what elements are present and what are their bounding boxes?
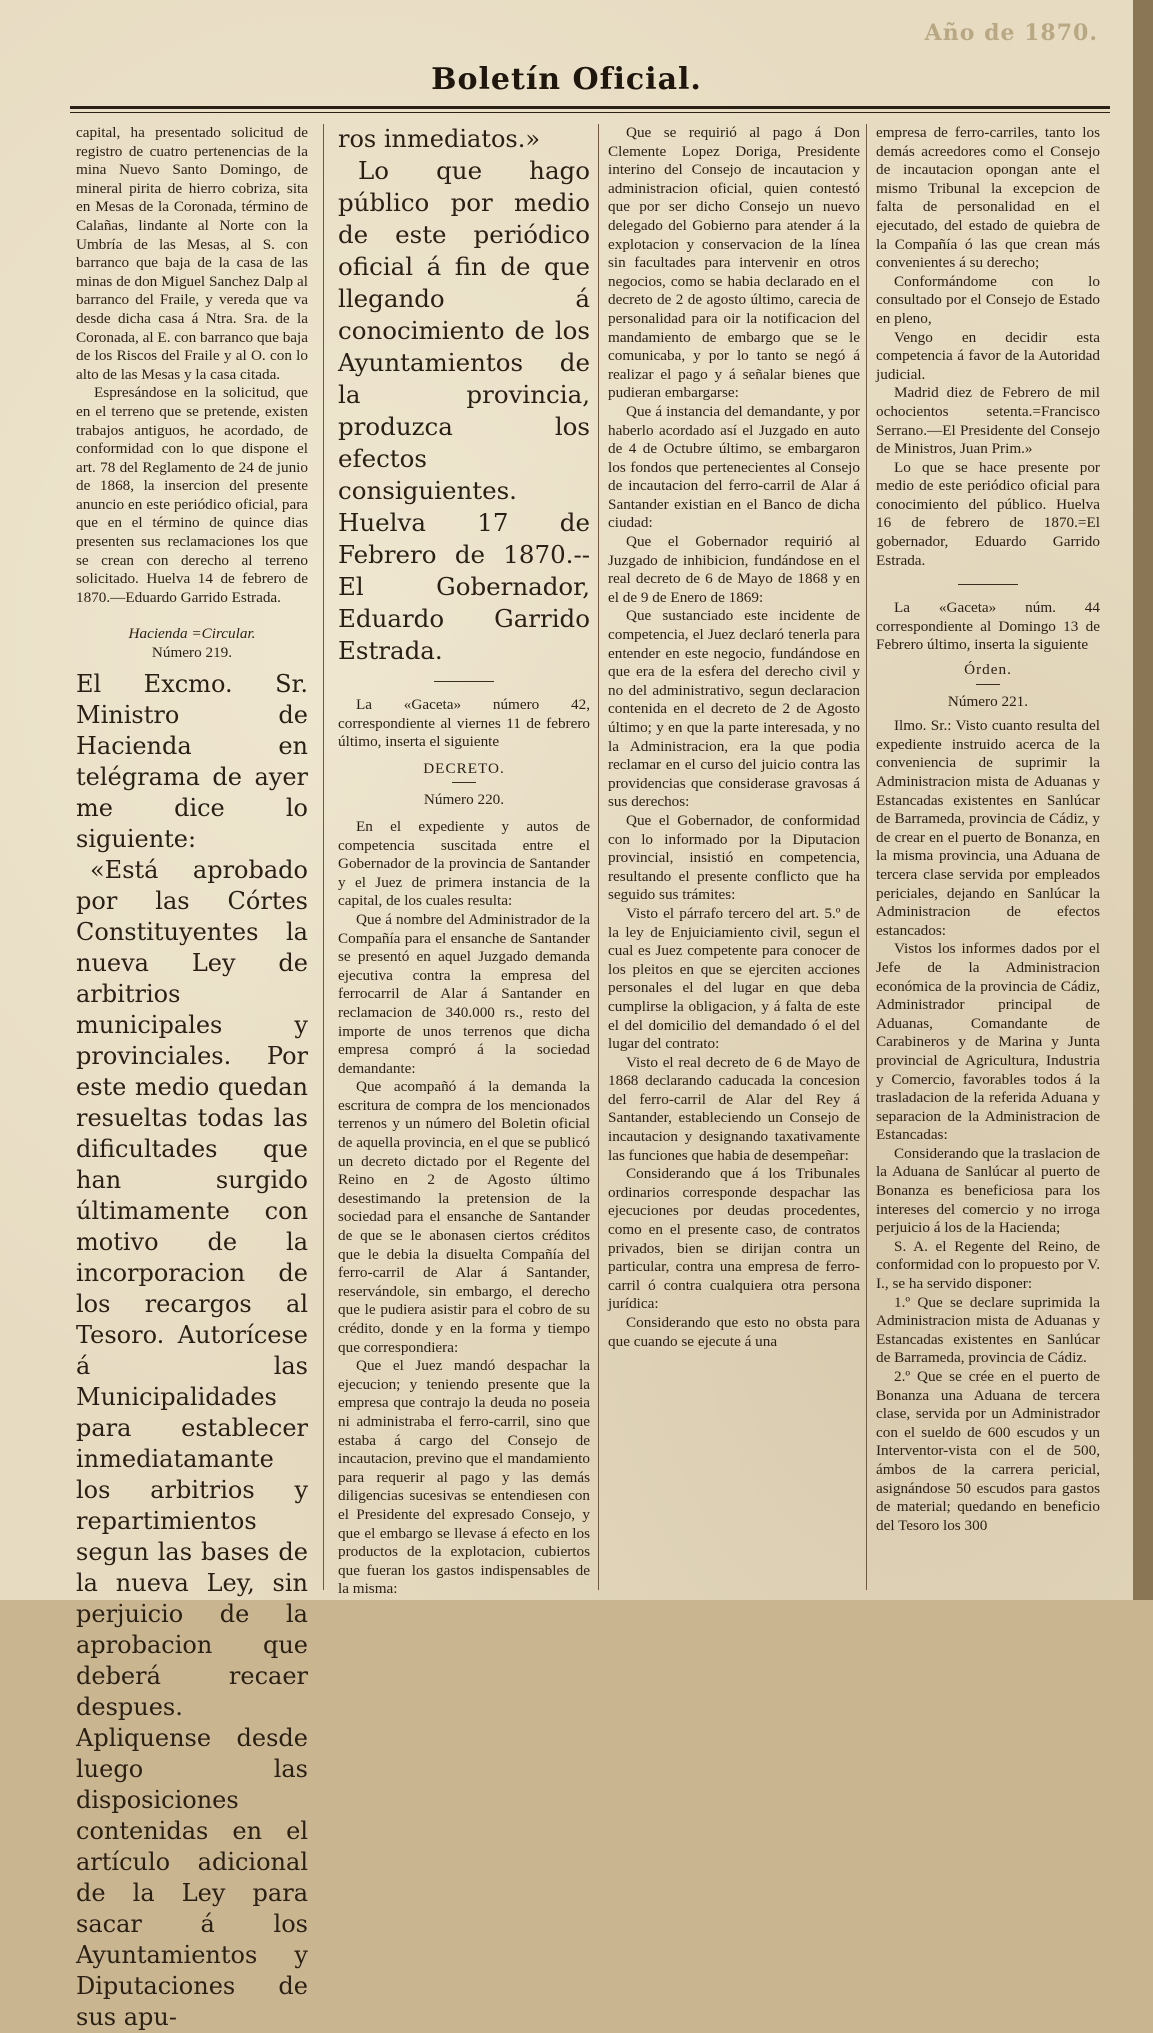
headline-publication: Lo que hago público por medio de este periódico oficial á fin de que llegando á conocimiento de los Ayuntamientos de la provincia, produzca los efectos consiguientes. Huelva 17 de Febrero de 1870.--El Gobernador, Eduardo Garrido Estrada. <box>338 156 590 665</box>
header-rule-thin <box>70 112 1110 113</box>
column-2 <box>338 124 590 1598</box>
paragraph: Visto el párrafo tercero del art. 5.º de la ley de Enjuiciamiento civil, segun el cual es Juez competente para conocer de los pleitos en que se ejerciten acciones personales el del lugar en que deba cumplirse la obligacion, y á falta de este el del domicilio del demandado ó el del lugar del contrato: <box>608 904 860 1053</box>
paragraph: Lo que se hace presente por medio de este periódico oficial para conocimiento del público. Huelva 16 de febrero de 1870.=El gobernador, Eduardo Garrido Estrada. <box>876 458 1100 569</box>
separator <box>958 584 1018 585</box>
column-divider <box>323 124 324 1590</box>
order-number: Número 221. <box>947 692 1029 710</box>
header-rule <box>70 106 1110 109</box>
gaceta-intro: La «Gaceta» número 42, correspondiente al viernes 11 de febrero último, inserta el siguiente <box>338 696 590 751</box>
column-divider <box>866 124 867 1590</box>
paragraph: Que el Juez mandó despachar la ejecucion; y teniendo presente que la empresa que contrajo la deuda no poseia ni administraba el ferro-carril, sino que estaba á cargo del Consejo de incautacion, previno que el mandamiento para requerir al pago y las demás diligencias sucesivas se entendiesen con el Presidente del expresado Consejo, y que el embargo se llevase á efecto en los productos de la explotacion, cubiertos que fueran los gastos indispensables de la misma: <box>338 1357 590 1598</box>
column-1 <box>76 124 308 2031</box>
paragraph: 2.º Que se crée en el puerto de Bonanza una Aduana de tercera clase, servida por un Administrador con el sueldo de 600 escudos y un Interventor-vista con el de 500, ámbos de la carrera pericial, asignándose 50 escudos para gastos de material; quedando en beneficio del Tesoro los 300 <box>876 1368 1100 1534</box>
decree-number: Número 220. <box>423 791 505 809</box>
paragraph: Que el Gobernador, de conformidad con lo informado por la Diputacion provincial, insistió en competencia, resultando el presente conflicto que ha seguido sus trámites: <box>608 811 860 904</box>
paragraph: empresa de ferro-carriles, tanto los demás acreedores como el Consejo de incautacion opongan ante el mismo Tribunal la excepcion de falta de personalidad en el ejecutado, del estado de quiebra de la Compañía ó las que crean más convenientes á su derecho; <box>876 124 1100 272</box>
separator <box>976 684 1000 685</box>
paragraph: Espresándose en la solicitud, que en el terreno que se pretende, existen trabajos antiguos, he acordado, de conformidad con lo que dispone el art. 78 del Reglamento de 24 de junio de 1868, la insercion del presente anuncio en este periódico oficial, para que en el término de quince dias presenten sus reclamaciones los que se crean con derecho al terreno solicitado. Huelva 14 de febrero de 1870.—Eduardo Garrido Estrada. <box>76 384 308 606</box>
masthead-title: Boletín Oficial. <box>431 62 702 97</box>
separator <box>434 681 494 682</box>
paragraph: Considerando que la traslacion de la Aduana de Sanlúcar al puerto de Bonanza es beneficiosa para los intereses del comercio y no irroga perjuicio á los de la Hacienda; <box>876 1144 1100 1237</box>
paragraph: Considerando que esto no obsta para que cuando se ejecute á una <box>608 1314 860 1350</box>
section-number: Número 219. <box>151 644 233 662</box>
headline-quote: «Está aprobado por las Córtes Constituyentes la nueva Ley de arbitrios municipales y provinciales. Por este medio quedan resueltas todas las dificultades que han surgido últimamente con motivo de la incorporacion de los recargos al Tesoro. Autorícese á las Municipalidades para establecer inmediatamante los arbitrios y repartimientos segun las bases de la nueva Ley, sin perjuicio de la aprobacion que deberá recaer despues. Apliquense desde luego las disposiciones contenidas en el artículo adicional de la Ley para sacar á los Ayuntamientos y Diputaciones de sus apu- <box>76 855 308 2031</box>
paragraph: Que sustanciado este incidente de competencia, el Juez declaró tenerla para entender en este negocio, fundándose en que era de la esfera del derecho civil y no del administrativo, segun declaracion contenida en el decreto de 2 de Agosto último; y en que la parte interesada, y no la Administracion, era la que podia reclamar en el curso del juicio contra las providencias que considerase gravosas á sus derechos: <box>608 607 860 811</box>
paragraph: capital, ha presentado solicitud de registro de cuatro pertenencias de la mina Nuevo Santo Domingo, de mineral pirita de hierro cobriza, sita en Mesas de la Coronada, término de Calañas, lindante al Norte con la Umbría de las Mesas, al S. con barranco que baja de la casa de las minas de don Miguel Sanchez Dalp al barranco del Fraile, y vereda que va desde dicha casa á Ntra. Sra. de la Coronada, al E. con barranco que baja de los Riscos del Fraile y al O. con lo alto de las Mesas y la casa citada. <box>76 124 308 383</box>
paragraph: Que á instancia del demandante, y por haberlo acordado así el Juzgado en auto de 4 de Octubre último, se embargaron los fondos que pertenecientes al Consejo de incautacion del ferro-carril de Alar á Santander existian en el Banco de dicha ciudad: <box>608 402 860 532</box>
paragraph: En el expediente y autos de competencia suscitada entre el Gobernador de la provincia de Santander y el Juez de primera instancia de la capital, de los cuales resulta: <box>338 817 590 910</box>
paragraph: Ilmo. Sr.: Visto cuanto resulta del expediente instruido acerca de la conveniencia de suprimir la Administracion mista de Aduanas y Estancadas existentes en Sanlúcar de Barrameda, provincia de Cádiz, y de crear en el puerto de Bonanza, en la misma provincia, una Aduana de tercera clase servida por empleados periciales, dejando en Sanlúcar la Administracion de efectos estancados: <box>876 717 1100 939</box>
headline-continuation: ros inmediatos.» <box>338 125 541 153</box>
paragraph: Que el Gobernador requirió al Juzgado de inhibicion, fundándose en el real decreto de 6 de Mayo de 1868 y en el de 9 de Enero de 1869: <box>608 533 860 606</box>
headline-text: El Excmo. Sr. Ministro de Hacienda en telégrama de ayer me dice lo siguiente: <box>76 669 308 853</box>
paragraph: Considerando que á los Tribunales ordinarios corresponde despachar las ejecuciones por deudas procedentes, como en el presente caso, de contratos privados, bien se dirijan contra un particular, contra una empresa de ferro-carril ó contra cualquiera otra persona jurídica: <box>608 1165 860 1313</box>
separator <box>452 782 476 783</box>
order-heading: Órden. <box>964 661 1012 679</box>
paragraph: Vengo en decidir esta competencia á favor de la Autoridad judicial. <box>876 328 1100 383</box>
paragraph: Que acompañó á la demanda la escritura de compra de los mencionados terrenos y un número del Boletin oficial de aquella provincia, en el que se publicó un decreto dictado por el Regente del Reino en 2 de Agosto último desestimando la pretension de la sociedad para el ensanche de Santander de que se le abonasen ciertos créditos que le debia la disuelta Compañía del ferro-carril de Alar á Santander, reservándole, sin embargo, el derecho que le pudiera asistir para el cobro de su crédito, donde y en la forma y tiempo que correspondiera: <box>338 1078 590 1356</box>
paragraph: Que se requirió al pago á Don Clemente Lopez Doriga, Presidente interino del Consejo de incautacion y administracion oficial, quien contestó que por ser dicho Consejo un nuevo delegado del Gobierno para atender á la explotacion y conservacion de la línea sin facultades para intervenir en otros negocios, como se habia declarado en el decreto de 2 de agosto último, carecia de personalidad para oir la notificacion del mandamiento de embargo que se le comunicaba, y por lo tanto se negó á realizar el pago y á señalar bienes que pudieran embargarse: <box>608 124 860 402</box>
paragraph: Que á nombre del Administrador de la Compañía para el ensanche de Santander se presentó en aquel Juzgado demanda ejecutiva contra la empresa del ferrocarril de Alar á Santander en reclamacion de 340.000 rs., resto del importe de unos terrenos que dicha empresa compró á la sociedad demandante: <box>338 910 590 1077</box>
page-edge <box>1133 0 1153 1600</box>
paragraph: S. A. el Regente del Reino, de conformidad con lo propuesto por V. I., se ha servido disponer: <box>876 1237 1100 1293</box>
paragraph: Visto el real decreto de 6 de Mayo de 1868 declarando caducada la concesion del ferro-carril de Alar del Rey á Santander, estableciendo un Consejo de incautacion y designando taxativamente las funciones que habia de desempeñar: <box>608 1053 860 1164</box>
column-3 <box>608 124 860 1594</box>
gaceta-intro: La «Gaceta» núm. 44 correspondiente al Domingo 13 de Febrero último, inserta la siguiente <box>876 599 1100 654</box>
decree-heading: DECRETO. <box>423 759 505 777</box>
column-4 <box>876 124 1100 1594</box>
paragraph: Vistos los informes dados por el Jefe de la Administracion económica de la provincia de Cádiz, Administrador principal de Aduanas, Comandante de Carabineros y de Marina y Junta provincial de Agricultura, Industria y Comercio, favorables todos á la trasladacion de la referida Aduana y separacion de la Administracion de Estancadas: <box>876 940 1100 1144</box>
faded-year-heading: Año de 1870. <box>924 20 1098 46</box>
paragraph: 1.º Que se declare suprimida la Administracion mista de Aduanas y Estancadas existentes en Sanlúcar de Barrameda, provincia de Cádiz. <box>876 1293 1100 1367</box>
paragraph: Conformándome con lo consultado por el Consejo de Estado en pleno, <box>876 272 1100 327</box>
column-divider <box>598 124 599 1590</box>
section-title: Hacienda =Circular. <box>128 625 256 643</box>
paragraph: Madrid diez de Febrero de mil ochocientos setenta.=Francisco Serrano.—El Presidente del Consejo de Ministros, Juan Prim.» <box>876 384 1100 458</box>
